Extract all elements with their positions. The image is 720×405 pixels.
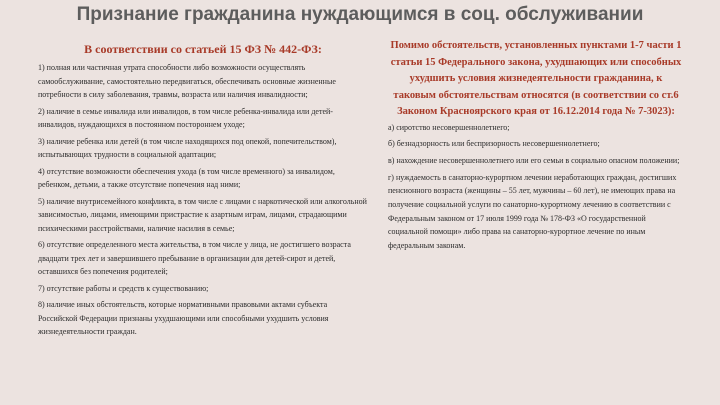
list-item: 1) полная или частичная утрата способности либо возможности осуществлять самообслуживание, самостоятельно передвигаться, обеспечивать основные жизненные потребности в силу заболевания, травмы, возраста или наличия инвалидности; bbox=[38, 63, 336, 99]
list-item: 6) отсутствие определенного места жительства, в том числе у лица, не достигшего возраста двадцати трех лет и завершившего пребывание в организации для детей-сирот и детей, оставшихся без попечения родителей; bbox=[38, 240, 351, 276]
list-item: 7) отсутствие работы и средств к существованию; bbox=[38, 283, 209, 293]
list-item: 2) наличие в семье инвалида или инвалидов, в том числе ребенка-инвалида или детей-инвалидов, нуждающихся в постоянном постороннем уходе; bbox=[38, 106, 333, 129]
right-column-header: Помимо обстоятельств, установленных пунктами 1-7 части 1 статьи 15 Федерального закона, ухудшающих или способных ухудшить условия жизнедеятельности гражданина, к таковым обстоятельствам относятся (в соответствии со ст.6 Законом Красноярского края от 16.12.2014 года № 7-3023): bbox=[390, 40, 682, 117]
list-item: б) безнадзорность или беспризорность несовершеннолетнего; bbox=[388, 139, 600, 149]
right-column bbox=[388, 38, 684, 256]
list-item: 3) наличие ребенка или детей (в том числе находящихся под опекой, попечительством), испытывающих трудности в социальной адаптации; bbox=[38, 136, 337, 159]
list-item: а) сиротство несовершеннолетнего; bbox=[388, 122, 510, 132]
left-column bbox=[38, 40, 368, 342]
list-item: в) нахождение несовершеннолетнего или его семьи в социально опасном положении; bbox=[388, 155, 680, 165]
left-column-header: В соответствии со статьей 15 ФЗ № 442-ФЗ: bbox=[84, 42, 322, 56]
page-title: Признание гражданина нуждающимся в соц. обслуживании bbox=[76, 4, 644, 25]
list-item: 5) наличие внутрисемейного конфликта, в том числе с лицами с наркотической или алкогольной зависимостью, лицами, имеющими пристрастие к азартным играм, лицами, страдающими психическими расстройствами, наличие насилия в семье; bbox=[38, 196, 367, 233]
list-item: г) нуждаемость в санаторно-курортном лечении неработающих граждан, достигших пенсионного возраста (женщины – 55 лет, мужчины – 60 лет), не имеющих права на получение социальной услуги по санаторно-курортному лечению в соответствии с Федеральным законом от 17 июля 1999 года № 178-ФЗ «О государственной социальной помощи» либо права на санаторно-курортное лечение по иным федеральным законам. bbox=[388, 172, 677, 251]
list-item: 4) отсутствие возможности обеспечения ухода (в том числе временного) за инвалидом, ребенком, детьми, а также отсутствие попечения над ними; bbox=[38, 166, 335, 189]
list-item: 8) наличие иных обстоятельств, которые нормативными правовыми актами субъекта Российской Федерации признаны ухудшающими или способными ухудшить условия жизнедеятельности граждан. bbox=[38, 300, 329, 336]
